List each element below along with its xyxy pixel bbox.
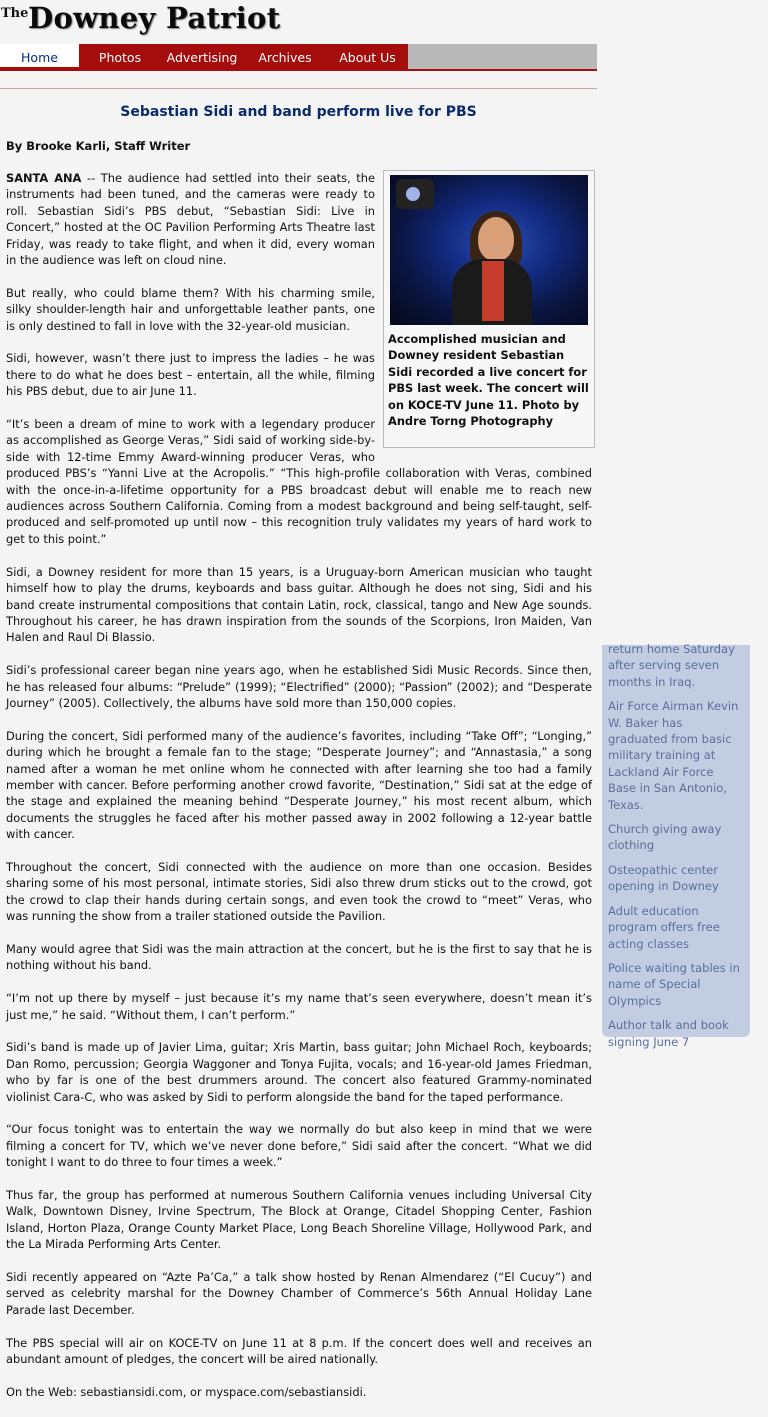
nav-divider (0, 69, 597, 71)
article-paragraph: Sidi recently appeared on “Azte Pa’Ca,” a talk show hosted by Renan Almendarez (“El Cucuy”) and served as celebrity marshal for the Downey Chamber of Commerce’s 56th Annual Holiday Lane Parade last December. (6, 1270, 592, 1317)
sidebar-link[interactable]: Author talk and book signing June 7 (608, 1018, 729, 1049)
dateline: SANTA ANA (6, 171, 82, 185)
sebastian-sidi-photo (390, 175, 588, 325)
masthead (0, 0, 768, 42)
sidebar-link[interactable]: return home Saturday after serving seven months in Iraq. (608, 642, 735, 689)
article-paragraph: During the concert, Sidi performed many of the audience’s favorites, including “Take Off”; “Longing,” during which he brought a female fan to the stage; “Desperate Journey”; and “Annastasia,” a song named after a woman he met online whom he connected with after learning she too had a family member with cancer. Before performing another crowd favorite, “Destination,” Sidi sat at the edge of the stage and explained the meaning behind “Desperate Journey,” his most recent album, which documents the struggles he faced after his mother passed away in 2002 following a 12-year battle with cancer. (6, 728, 592, 842)
sidebar-link[interactable]: Osteopathic center opening in Downey (608, 862, 719, 894)
stage-light-shape (406, 187, 420, 201)
article-paragraph: Thus far, the group has performed at numerous Southern California venues including Universal City Walk, Downtown Disney, Irvine Spectrum, The Block at Orange, Citadel Shopping Center, Fashion Island, Horton Plaza, Orange County Market Place, Long Beach Shoreline Village, Hollywood Park, and the La Mirada Performing Arts Center. (6, 1188, 592, 1252)
main-nav (0, 44, 597, 69)
nav-tab-archives[interactable]: Archives (243, 44, 327, 69)
article-headline: Sebastian Sidi and band perform live for PBS (120, 104, 477, 120)
paragraph-text: -- The audience had settled into their seats, the instruments had been tuned, and the cameras were ready to roll. Sebastian Sidi’s PBS debut, “Sebastian Sidi: Live in Concert,” hosted at the OC Pavilion Performing Arts Theatre last Friday, was ready to take flight, and when it did, every woman in the audience was left on cloud nine. (6, 171, 375, 268)
article-paragraph: On the Web: sebastiansidi.com, or myspace.com/sebastiansidi. (6, 1384, 367, 1399)
nav-tab-advertising[interactable]: Advertising (161, 44, 243, 69)
article-paragraph: The PBS special will air on KOCE-TV on June 11 at 8 p.m. If the concert does well and receives an abundant amount of pledges, the concert will be aired nationally. (6, 1335, 592, 1367)
photo-shirt-shape (482, 261, 504, 321)
photo-head-shape (478, 217, 514, 261)
article-byline: By Brooke Karli, Staff Writer (6, 139, 191, 153)
nav-tab-about-us[interactable]: About Us (327, 44, 408, 69)
article-paragraph: Sidi’s professional career began nine years ago, when he established Sidi Music Records. Since then, he has released four albums: “Prelude” (1999); “Electrified” (2000); “Passion” (2002); and “Desperate Journey” (2005). Collectively, the albums have sold more than 150,000 copies. (6, 663, 592, 710)
photo-caption: Accomplished musician and Downey resident Sebastian Sidi recorded a live concert for PBS last week. The concert will on KOCE-TV June 11. Photo by Andre Torng Photography (388, 332, 589, 429)
masthead-logo[interactable]: Downey Patriot (28, 1, 281, 35)
article-paragraph: Sidi, however, wasn’t there just to impress the ladies – he was there to do what he does best – entertain, all the while, filming his PBS debut, due to air June 11. (6, 351, 375, 399)
nav-tab-photos[interactable]: Photos (79, 44, 161, 69)
article-paragraph: Sidi, a Downey resident for more than 15 years, is a Uruguay-born American musician who taught himself how to play the drums, keyboards and bass guitar. Although he does not sing, Sidi and his band create instrumental compositions that contain Latin, rock, classical, tango and New Age sounds. Throughout his career, he has drawn inspiration from the sounds of the Scorpions, Iron Maiden, Van Halen and Raul Di Blassio. (6, 564, 592, 645)
photo-box (383, 170, 595, 448)
nav-divider-thin (0, 88, 597, 89)
sidebar-link[interactable]: Air Force Airman Kevin W. Baker has graduated from basic military training at Lackland Air Force Base in San Antonio, Texas. (608, 699, 739, 812)
article-paragraph: Many would agree that Sidi was the main attraction at the concert, but he is the first to say that he is nothing without his band. (6, 941, 592, 973)
article-paragraph: Sidi’s band is made up of Javier Lima, guitar; Xris Martin, bass guitar; John Michael Roch, keyboards; Dan Romo, percussion; Georgia Waggoner and Tonya Fujita, vocals; and 16-year-old James Friedman, who by far is one of the best drummers around. The concert also featured Grammy-nominated violinist Cara-C, who was asked by Sidi to perform alongside the band for the taped performance. (6, 1040, 592, 1104)
related-stories-sidebar (602, 642, 750, 1049)
sidebar-link[interactable]: Church giving away clothing (608, 822, 722, 853)
article-paragraph: “I’m not up there by myself – just because it’s my name that’s seen everywhere, doesn’t mean it’s just me,” he said. “Without them, I can’t perform.” (6, 991, 592, 1022)
masthead-the: The (1, 6, 29, 21)
article-paragraph: But really, who could blame them? With his charming smile, silky shoulder-length hair and unforgettable leather pants, one is only destined to fall in love with the 32-year-old musician. (6, 285, 375, 333)
article-paragraph: “It’s been a dream of mine to work with a legendary producer as accomplished as George Veras,” Sidi said of working side-by-side with 12-time Emmy Award-winning producer Veras, who produced PBS’s “Yanni Live at the Acropolis.” “This high-profile collaboration with Veras, combined with the once-in-a-lifetime opportunity for a PBS broadcast debut will enable me to reach new audiences across Southern California. Coming from a modest background and being self-taught, self-produced and self-promoted up until now – this recognition truly validates my years of hard work to get to this point.” (6, 417, 592, 546)
sidebar-link[interactable]: Police waiting tables in name of Special Olympics (608, 960, 740, 1008)
article-paragraph: Throughout the concert, Sidi connected with the audience on more than one occasion. Besides sharing some of his most personal, intimate stories, Sidi also threw drum sticks out to the crowd, got the crowd to clap their hands during certain songs, and even took the crowd to “meet” Veras, who was running the show from a trailer stationed outside the Pavilion. (6, 859, 592, 924)
sidebar-link[interactable]: Adult education program offers free acting classes (608, 903, 720, 951)
article-paragraph: “Our focus tonight was to entertain the way we normally do but also keep in mind that we were filming a concert for TV, which we’ve never done before,” Sidi said after the concert. “What we did tonight I want to do three to four times a week.” (6, 1122, 592, 1170)
nav-tab-home[interactable]: Home (0, 44, 79, 69)
article-body (6, 170, 592, 1417)
